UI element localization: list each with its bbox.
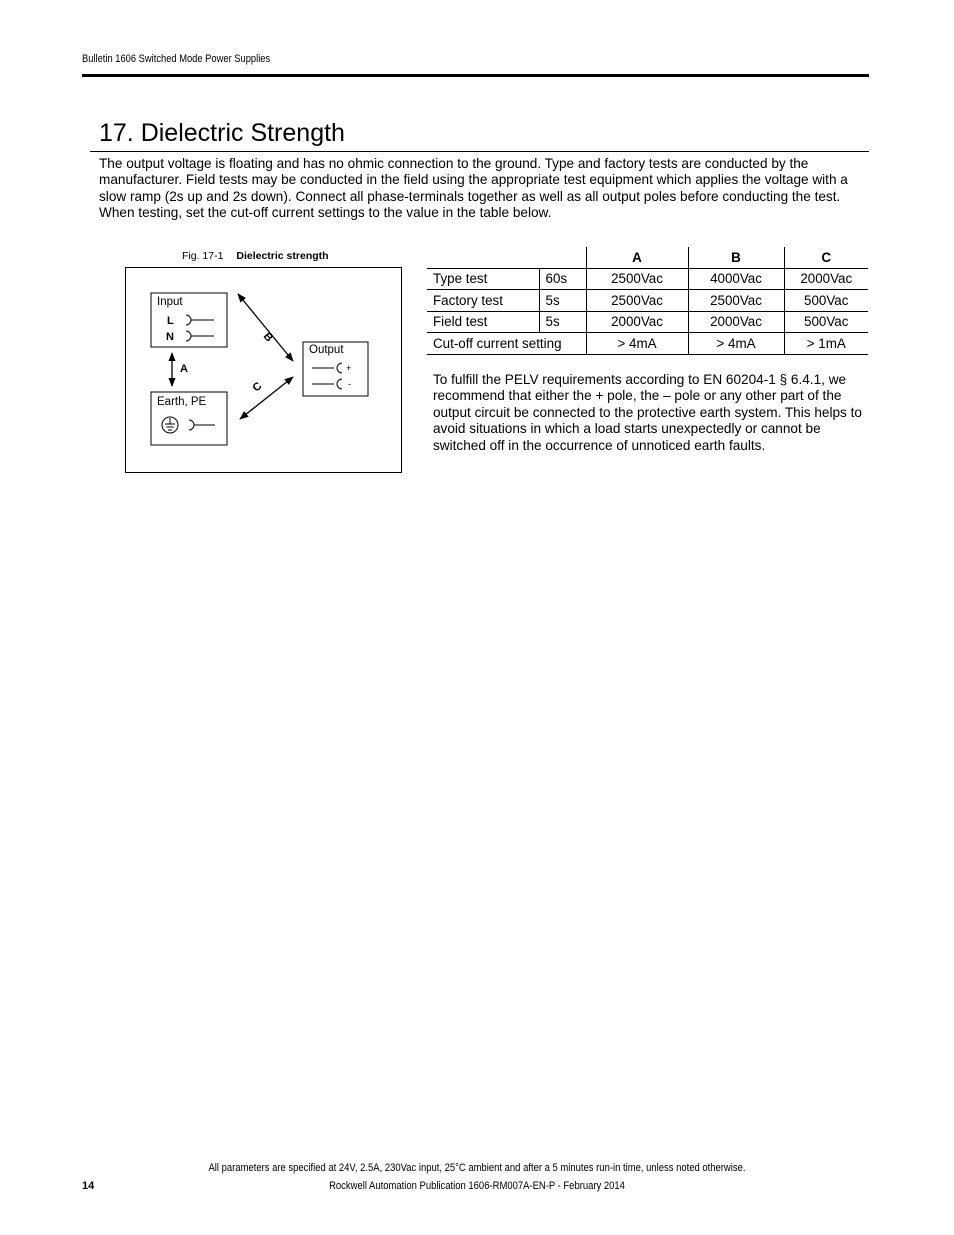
intro-paragraph: The output voltage is floating and has no ohmic connection to the ground. Type and factory tests are conducted by the manufacturer. Field tests may be conducted in the field using the appropriate test equipment which applies the voltage with a slow ramp (2s up and 2s down). Connect all phase-terminals together as well as all output poles before conducting the test. When testing, set the cut-off current settings to the value in the table below. bbox=[99, 156, 848, 221]
output-minus-terminal-symbol bbox=[312, 379, 342, 389]
figure-number: Fig. 17-1 bbox=[182, 250, 224, 262]
arrow-b bbox=[238, 294, 293, 361]
publication-info: Rockwell Automation Publication 1606-RM007A-EN-P - February 2014 bbox=[329, 1180, 625, 1192]
arrow-c-label: C bbox=[250, 380, 265, 395]
footer-note: All parameters are specified at 24V, 2.5A, 230Vac input, 25°C ambient and after a 5 minutes run-in time, unless noted otherwise. bbox=[208, 1162, 746, 1174]
figure-caption bbox=[182, 250, 329, 262]
l-terminal-symbol bbox=[186, 315, 214, 325]
row-label: Type test bbox=[427, 268, 539, 290]
arrow-c bbox=[240, 377, 293, 419]
output-plus-label: + bbox=[346, 363, 352, 373]
output-plus-terminal-symbol bbox=[312, 363, 342, 373]
dielectric-test-table bbox=[427, 247, 868, 355]
header-rule bbox=[82, 74, 869, 77]
row-time: 5s bbox=[539, 290, 586, 312]
l-terminal-label: L bbox=[167, 315, 174, 327]
row-time: 60s bbox=[539, 268, 586, 290]
cutoff-label: Cut-off current setting bbox=[427, 333, 586, 355]
row-label: Field test bbox=[427, 311, 539, 333]
output-label: Output bbox=[309, 344, 344, 356]
table-header-c: C bbox=[784, 247, 868, 268]
pelv-note: To fulfill the PELV requirements according to EN 60204-1 § 6.4.1, we recommend that either the + pole, the – pole or any other part of the output circuit be connected to the protective earth system. This helps to avoid situations in which a load starts unexpectedly or cannot be switched off in the occurrence of unnoticed earth faults. bbox=[433, 372, 862, 453]
row-value-c: 500Vac bbox=[784, 311, 868, 333]
earth-label: Earth, PE bbox=[157, 396, 207, 408]
row-time: 5s bbox=[539, 311, 586, 333]
row-value-b: 2000Vac bbox=[688, 311, 784, 333]
n-terminal-label: N bbox=[166, 331, 174, 343]
earth-terminal-symbol bbox=[189, 420, 215, 430]
row-value-c: 500Vac bbox=[784, 290, 868, 312]
dielectric-strength-diagram bbox=[125, 267, 402, 473]
table-header-row bbox=[427, 247, 868, 268]
row-value-b: 2500Vac bbox=[688, 290, 784, 312]
output-minus-label: - bbox=[348, 379, 351, 389]
row-value-a: 2500Vac bbox=[586, 268, 688, 290]
row-label: Factory test bbox=[427, 290, 539, 312]
input-label: Input bbox=[157, 296, 183, 308]
table-row bbox=[427, 268, 868, 290]
page-number: 14 bbox=[82, 1180, 95, 1192]
row-value-b: 4000Vac bbox=[688, 268, 784, 290]
section-title: 17. Dielectric Strength bbox=[99, 119, 345, 147]
row-value-a: 2000Vac bbox=[586, 311, 688, 333]
title-rule bbox=[90, 151, 869, 152]
table-header-a: A bbox=[586, 247, 688, 268]
cutoff-row bbox=[427, 333, 868, 355]
table-header-blank bbox=[427, 247, 586, 268]
table-header-b: B bbox=[688, 247, 784, 268]
cutoff-value-a: > 4mA bbox=[586, 333, 688, 355]
arrow-a-label: A bbox=[180, 363, 188, 375]
earth-ground-icon bbox=[162, 417, 178, 433]
table-row bbox=[427, 290, 868, 312]
running-header: Bulletin 1606 Switched Mode Power Supplies bbox=[82, 53, 271, 65]
table-row bbox=[427, 311, 868, 333]
n-terminal-symbol bbox=[186, 331, 214, 341]
cutoff-value-c: > 1mA bbox=[784, 333, 868, 355]
row-value-a: 2500Vac bbox=[586, 290, 688, 312]
figure-title: Dielectric strength bbox=[236, 250, 329, 262]
row-value-c: 2000Vac bbox=[784, 268, 868, 290]
cutoff-value-b: > 4mA bbox=[688, 333, 784, 355]
arrow-b-label: B bbox=[260, 330, 276, 345]
